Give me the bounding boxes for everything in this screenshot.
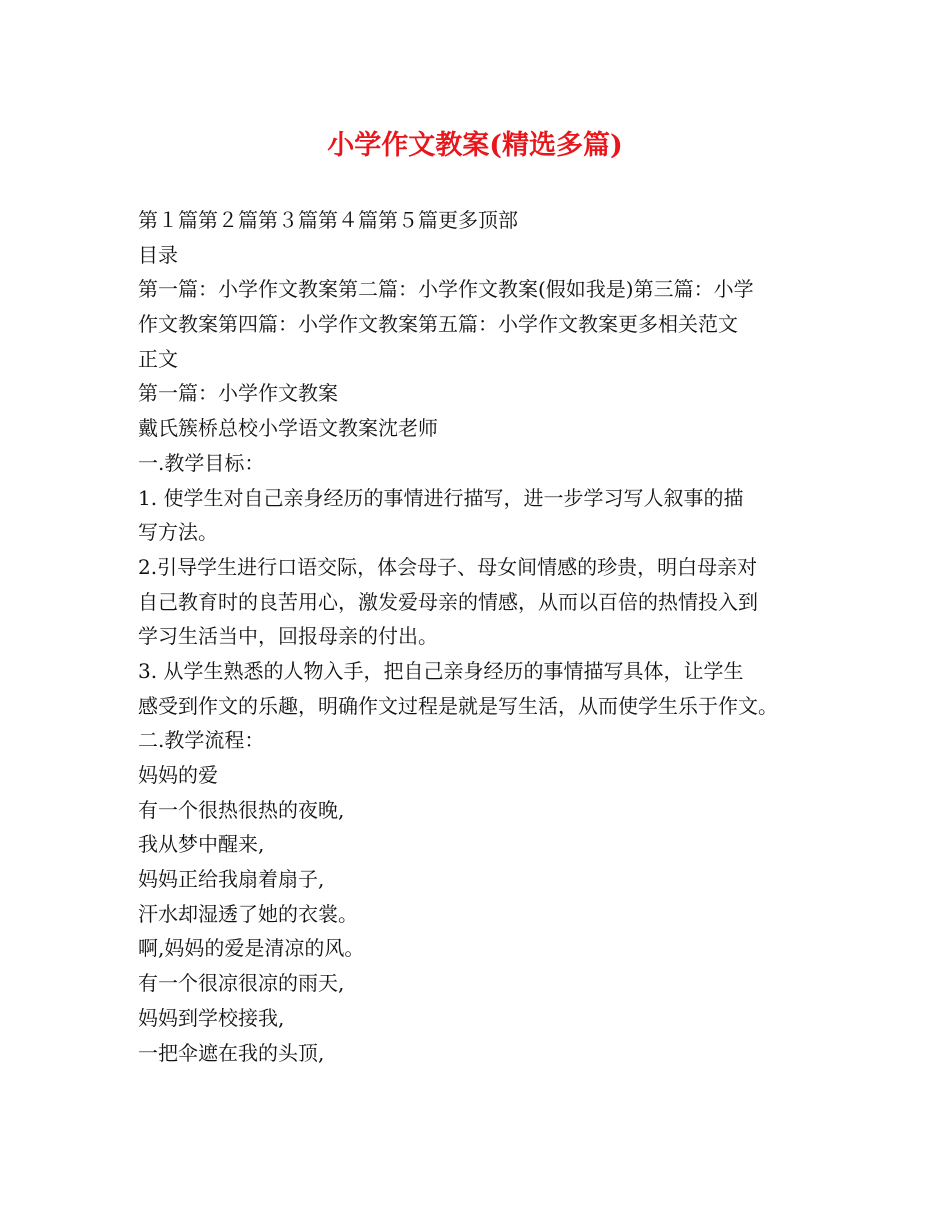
text-line: 有一个很凉很凉的雨天, [138,971,345,996]
text-line: 作文教案第四篇：小学作文教案第五篇：小学作文教案更多相关范文 [138,312,738,337]
text-line: 一把伞遮在我的头顶, [138,1040,325,1065]
text-line: 戴氏簇桥总校小学语文教案沈老师 [138,416,438,441]
text-line: 一.教学目标： [138,450,265,475]
text-line: 有一个很热很热的夜晚, [138,797,345,822]
text-line: 啊,妈妈的爱是清凉的风。 [138,936,365,961]
document-body [138,203,838,1070]
text-line: 第一篇：小学作文教案第二篇：小学作文教案(假如我是)第三篇：小学 [138,277,754,302]
text-line: 目录 [138,242,178,267]
text-line: 3. 从学生熟悉的人物入手，把自己亲身经历的事情描写具体，让学生 [138,658,744,683]
text-line: 感受到作文的乐趣，明确作文过程是就是写生活，从而使学生乐于作文。 [138,693,778,718]
text-line: 写方法。 [138,520,218,545]
text-line: 正文 [138,346,178,371]
text-line: 我从梦中醒来, [138,832,265,857]
text-line: 汗水却湿透了她的衣裳。 [138,901,358,926]
text-line: 妈妈正给我扇着扇子, [138,867,325,892]
text-line: 第一篇：小学作文教案 [138,381,338,406]
text-line: 学习生活当中，回报母亲的付出。 [138,624,438,649]
text-line: 妈妈到学校接我, [138,1005,285,1030]
text-line: 妈妈的爱 [138,763,218,787]
text-line: 二.教学流程： [138,728,265,753]
text-line: 1. 使学生对自己亲身经历的事情进行描写，进一步学习写人叙事的描 [138,485,744,510]
text-line: 2.引导学生进行口语交际，体会母子、母女间情感的珍贵，明白母亲对 [138,554,758,579]
text-line: 自己教育时的良苦用心，激发爱母亲的情感，从而以百倍的热情投入到 [138,589,758,614]
document-title: 小学作文教案(精选多篇) [327,130,623,161]
text-line: 第１篇第２篇第３篇第４篇第５篇更多顶部 [138,208,518,232]
